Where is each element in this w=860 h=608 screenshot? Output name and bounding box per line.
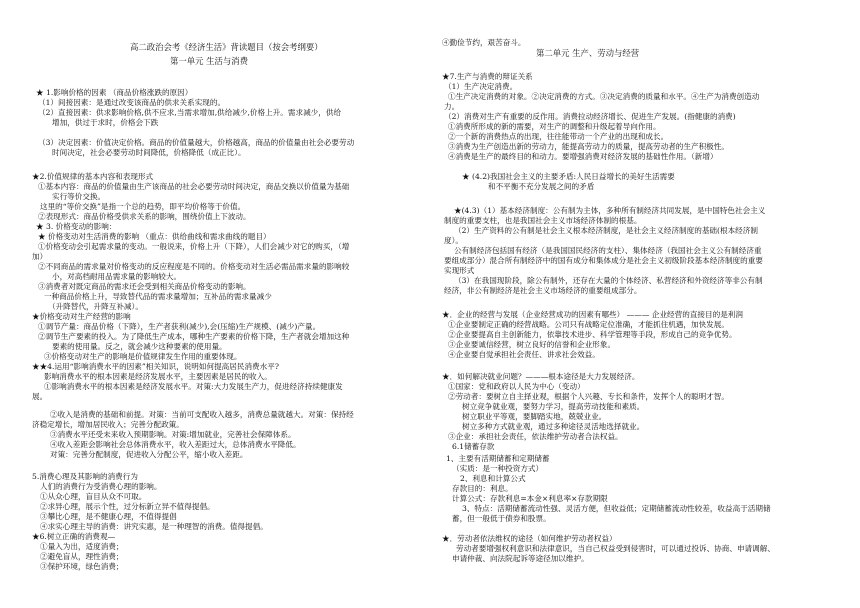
left-text-line: ★2.价值规律的基本内容和表现形式 — [32, 172, 154, 181]
right-text-line: ★．企业的经营与发展（企业经营成功的因素有哪些） ——— 企业经营的直接目的是利润 — [442, 310, 743, 319]
left-text-line: 增加，供过于求时，价格会下跌 — [52, 118, 159, 127]
left-text-line: （2）直接因素：供求影响价格,供不应求,当需求增加,供给减少,价格上升。需求减少，供给 — [38, 108, 342, 117]
right-text-line: 申请仲裁、向法院起诉等途径加以维护。 — [452, 554, 589, 563]
left-text-line: 展。 — [32, 392, 48, 401]
left-text-line: ③价格变动对生产的影响是价值规律发生作用的重要体现。 — [44, 352, 242, 361]
left-text-line: ①影响消费水平的根本因素是经济发展水平。对策:大力发展生产力，促进经济持续健康发 — [44, 382, 343, 391]
left-text-line: ②求异心理，展示个性，过分标新立异不值得提倡。 — [40, 502, 215, 511]
right-text-line: 劳动者要增强权利意识和法律意识，当自己权益受到侵害时，可以通过投诉、协商、申请调解、 — [456, 544, 775, 553]
right-text-line: 蓄，但一般低于债券和股票。 — [452, 514, 551, 523]
left-text-line: ②收入是消费的基础和前提。对策：当前可支配收入越多，消费总量就越大。对策：保持经 — [50, 410, 354, 419]
left-text-line: 要素的使用量。反之，就会减少这种要素的使用量。 — [52, 342, 227, 351]
left-text-line: （升降替代，升降互补减）。 — [48, 302, 143, 311]
left-text-line: ★ 3. 价格变动的影响： — [36, 222, 117, 231]
left-text-line: ③攀比心理，是不健康心理，不值得提倡 — [40, 512, 177, 521]
right-text-line: 实现形式 — [444, 266, 475, 275]
right-column — [440, 0, 850, 608]
left-text-line: ③保护环境，绿色消费； — [40, 562, 124, 571]
right-text-line: 度）。 — [444, 236, 463, 245]
left-text-line: 人们的消费行为受消费心理的影响。 — [40, 482, 162, 491]
left-text-line: 济稳定增长，增加居民收入；完善分配政策。 — [32, 420, 184, 429]
right-text-line: ①消费所形成的新的需要，对生产的调整和升级起着导向作用。 — [448, 122, 661, 131]
left-text-line: （1）间接因素：是通过改变该商品的供求关系实现的。 — [38, 98, 226, 107]
left-text-line: ①价格变动会引起需求量的变动。一般说来，价格上升（下降），人们会减少对它的购买，（增 — [38, 242, 350, 251]
right-text-line: ★7.生产与消费的辩证关系 — [442, 72, 533, 81]
right-text-line: 力。 — [444, 102, 460, 111]
left-text-line: ②不同商品的需求量对价格变动的反应程度是不同的。价格变动对生活必需品需求量的影响较 — [38, 262, 350, 271]
right-text-line: （2）消费对生产有重要的反作用。消费拉动经济增长、促进生产发展。(指健康的消费) — [444, 112, 736, 121]
right-text-line: ★．劳动者依法维权的途径（如何维护劳动者权益） — [442, 534, 617, 543]
right-text-line: 树立竞争就业观，要努力学习，提高劳动技能和素质。 — [462, 402, 645, 411]
left-text-line: ★价格变动对生产经营的影响 — [32, 312, 131, 321]
right-text-line: 1、主要有活期储蓄和定期储蓄 — [446, 454, 550, 463]
left-text-line: ①调节产量：商品价格（下降），生产者获利(减少),会(压缩)生产规模、(减少)产量。 — [38, 322, 321, 331]
right-text-line: ②企业要提高自主创新能力，依靠技术进步、科学管理等手段，形成自己的竞争优势。 — [448, 330, 737, 339]
right-text-line: 树立职业平等观，要脚踏实地，兢兢业业。 — [462, 412, 607, 421]
right-text-line: （实质：是一种投资方式） — [452, 464, 544, 473]
right-text-line: 计算公式：存款利息=本金×利息率×存款期限 — [452, 494, 608, 503]
right-text-line: 2、利息和计算公式 — [460, 474, 526, 483]
left-text-line: ★ 价格变动对生活消费的影响 （重点：供给曲线和需求曲线的题目） — [38, 232, 271, 241]
right-text-line: 和不平衡不充分发展之间的矛盾 — [488, 182, 595, 191]
left-text-line: 这里的“等价交换”是指一个总的趋势，即平均价格等于价值。 — [40, 202, 246, 211]
right-text-line: 制度的重要支柱，也是我国社会主义市场经济体制的根基。 — [444, 216, 642, 225]
right-text-line: （1）生产决定消费。 — [444, 82, 518, 91]
right-text-line: 第二单元 生产、劳动与经营 — [536, 48, 640, 58]
left-text-line: 时间决定，社会必要劳动时间降低，价格降低（成正比）。 — [52, 148, 246, 157]
left-text-line: ★★4.运用“影响消费水平的因素”相关知识，说明如何提高居民消费水平? — [32, 362, 279, 371]
left-text-line: ③消费者对既定商品的需求还会受到相关商品价格变动的影响。 — [38, 282, 251, 291]
left-text-line: ★ 1.影响价格的因素 （商品价格涨跌的原因） — [36, 88, 193, 97]
right-text-line: ④消费是生产的最终目的和动力。要增强消费对经济发展的基础性作用。（新增） — [448, 152, 718, 161]
left-text-line: ④收入差距会影响社会总体消费水平，收入差距过大，总体消费水平降低。 — [50, 440, 301, 449]
left-text-line: 一种商品价格上升，导致替代品的需求量增加；互补品的需求量减少 — [44, 292, 272, 301]
right-text-line: ③企业要诚信经营，树立良好的信誉和企业形象。 — [448, 340, 616, 349]
right-text-line: ★(4.3)（1）基本经济制度：公有制为主体，多种所有制经济共同发展，是中国特色社会主义 — [454, 206, 766, 215]
right-text-line: 6.1储蓄存款 — [452, 442, 495, 451]
right-text-line: ②一个新的消费热点的出现，往往能带动一个产业的出现和成长。 — [448, 132, 669, 141]
left-text-line: 加） — [32, 252, 48, 261]
left-text-line: ④求实心理主导的消费：讲究实惠，是一种理智的消费。值得提倡。 — [40, 522, 268, 531]
right-text-line: ★ (4.2)我国社会主义的主要矛盾:人民日益增长的美好生活需要 — [462, 172, 675, 181]
right-text-line: ①企业要制定正确的经营战略。公司只有战略定位准确，才能抓住机遇，加快发展。 — [448, 320, 729, 329]
left-text-line: ②表现形式：商品价格受供求关系的影响，围绕价值上下波动。 — [38, 212, 251, 221]
right-text-line: ①国家：党和政府以人民为中心（变动） — [448, 382, 585, 391]
left-text-line: ②避免盲从，理性消费； — [40, 552, 124, 561]
left-text-line: （3）决定因素：价值决定价格。商品的价值量越大，价格越高，商品的价值量由社会必要劳动 — [38, 138, 355, 147]
left-text-line: 对策：完善分配制度，促进收入分配公平，缩小收入差距。 — [50, 450, 248, 459]
left-text-line: ①基本内容：商品的价值量由生产该商品的社会必要劳动时间决定，商品交换以价值量为基础 — [38, 182, 350, 191]
right-text-line: ④勤俭节约，艰苦奋斗。 — [442, 38, 526, 47]
right-text-line: （2）生产资料的公有制是社会主义根本经济制度，是社会主义经济制度的基础(根本经济制 — [454, 226, 758, 235]
right-text-line: ②劳动者：要树立自主择业观，根据个人兴趣、专长和条件，发挥个人的聪明才智。 — [448, 392, 729, 401]
left-text-line: 小，对高档耐用品需求量的影响较大。 — [52, 272, 182, 281]
left-text-line: 高二政治会考《经济生活》背读题目（按会考纲要） — [130, 42, 323, 52]
left-column — [30, 0, 430, 608]
right-text-line: ③企业：承担社会责任，依法维护劳动者合法权益。 — [448, 432, 623, 441]
left-text-line: ★6.树立正确的消费观— — [32, 532, 116, 541]
right-text-line: 公有制经济包括国有经济（是我国国民经济的支柱）、集体经济（我国社会主义公有制经济重 — [454, 246, 762, 255]
left-text-line: ③消费水平还受未来收入预期影响。对策:增加就业，完善社会保障体系。 — [50, 430, 296, 439]
right-text-line: 3、特点：活期储蓄流动性强、灵活方便，但收益低；定期储蓄流动性较差，收益高于活期储 — [462, 504, 771, 513]
right-text-line: （3）在我国现阶段，除公有制外，还存在大量的个体经济、私营经济和外资经济等非公有制 — [454, 276, 763, 285]
right-text-line: 存款目的：利息。 — [452, 484, 513, 493]
left-text-line: 影响消费水平的根本因素是经济发展水平，主要因素是居民的收入。 — [44, 372, 272, 381]
right-text-line: 要组成部分）混合所有制经济中的国有成分和集体成分是社会主义初级阶段基本经济制度的重要 — [444, 256, 763, 265]
left-text-line: 第一单元 生活与消费 — [170, 56, 249, 66]
right-text-line: 经济，非公有制经济是社会主义市场经济的重要组成部分。 — [444, 286, 642, 295]
right-text-line: ④企业要自觉承担社会责任、讲求社会效益。 — [448, 350, 600, 359]
left-text-line: ①从众心理，盲目从众不可取。 — [40, 492, 147, 501]
right-text-line: ①生产决定消费的对象。②决定消费的方式。③决定消费的质量和水平。④生产为消费创造动 — [448, 92, 760, 101]
right-text-line: ③消费为生产创造出新的劳动力，能提高劳动力的质量，提高劳动者的生产积极性。 — [448, 142, 729, 151]
left-text-line: ①量入为出，适度消费； — [40, 542, 124, 551]
left-text-line: ②调节生产要素的投入。为了降低生产成本，哪种生产要素的价格下降，生产者就会增加这种 — [38, 332, 350, 341]
left-text-line: 5.消费心理及其影响的消费行为 — [32, 472, 138, 481]
right-text-line: 树立多种方式就业观，通过多种途径灵活地选择就业。 — [462, 422, 645, 431]
right-text-line: ★．如何解决就业问题？———根本途径是大力发展经济。 — [442, 372, 640, 381]
left-text-line: 实行等价交换。 — [52, 192, 106, 201]
